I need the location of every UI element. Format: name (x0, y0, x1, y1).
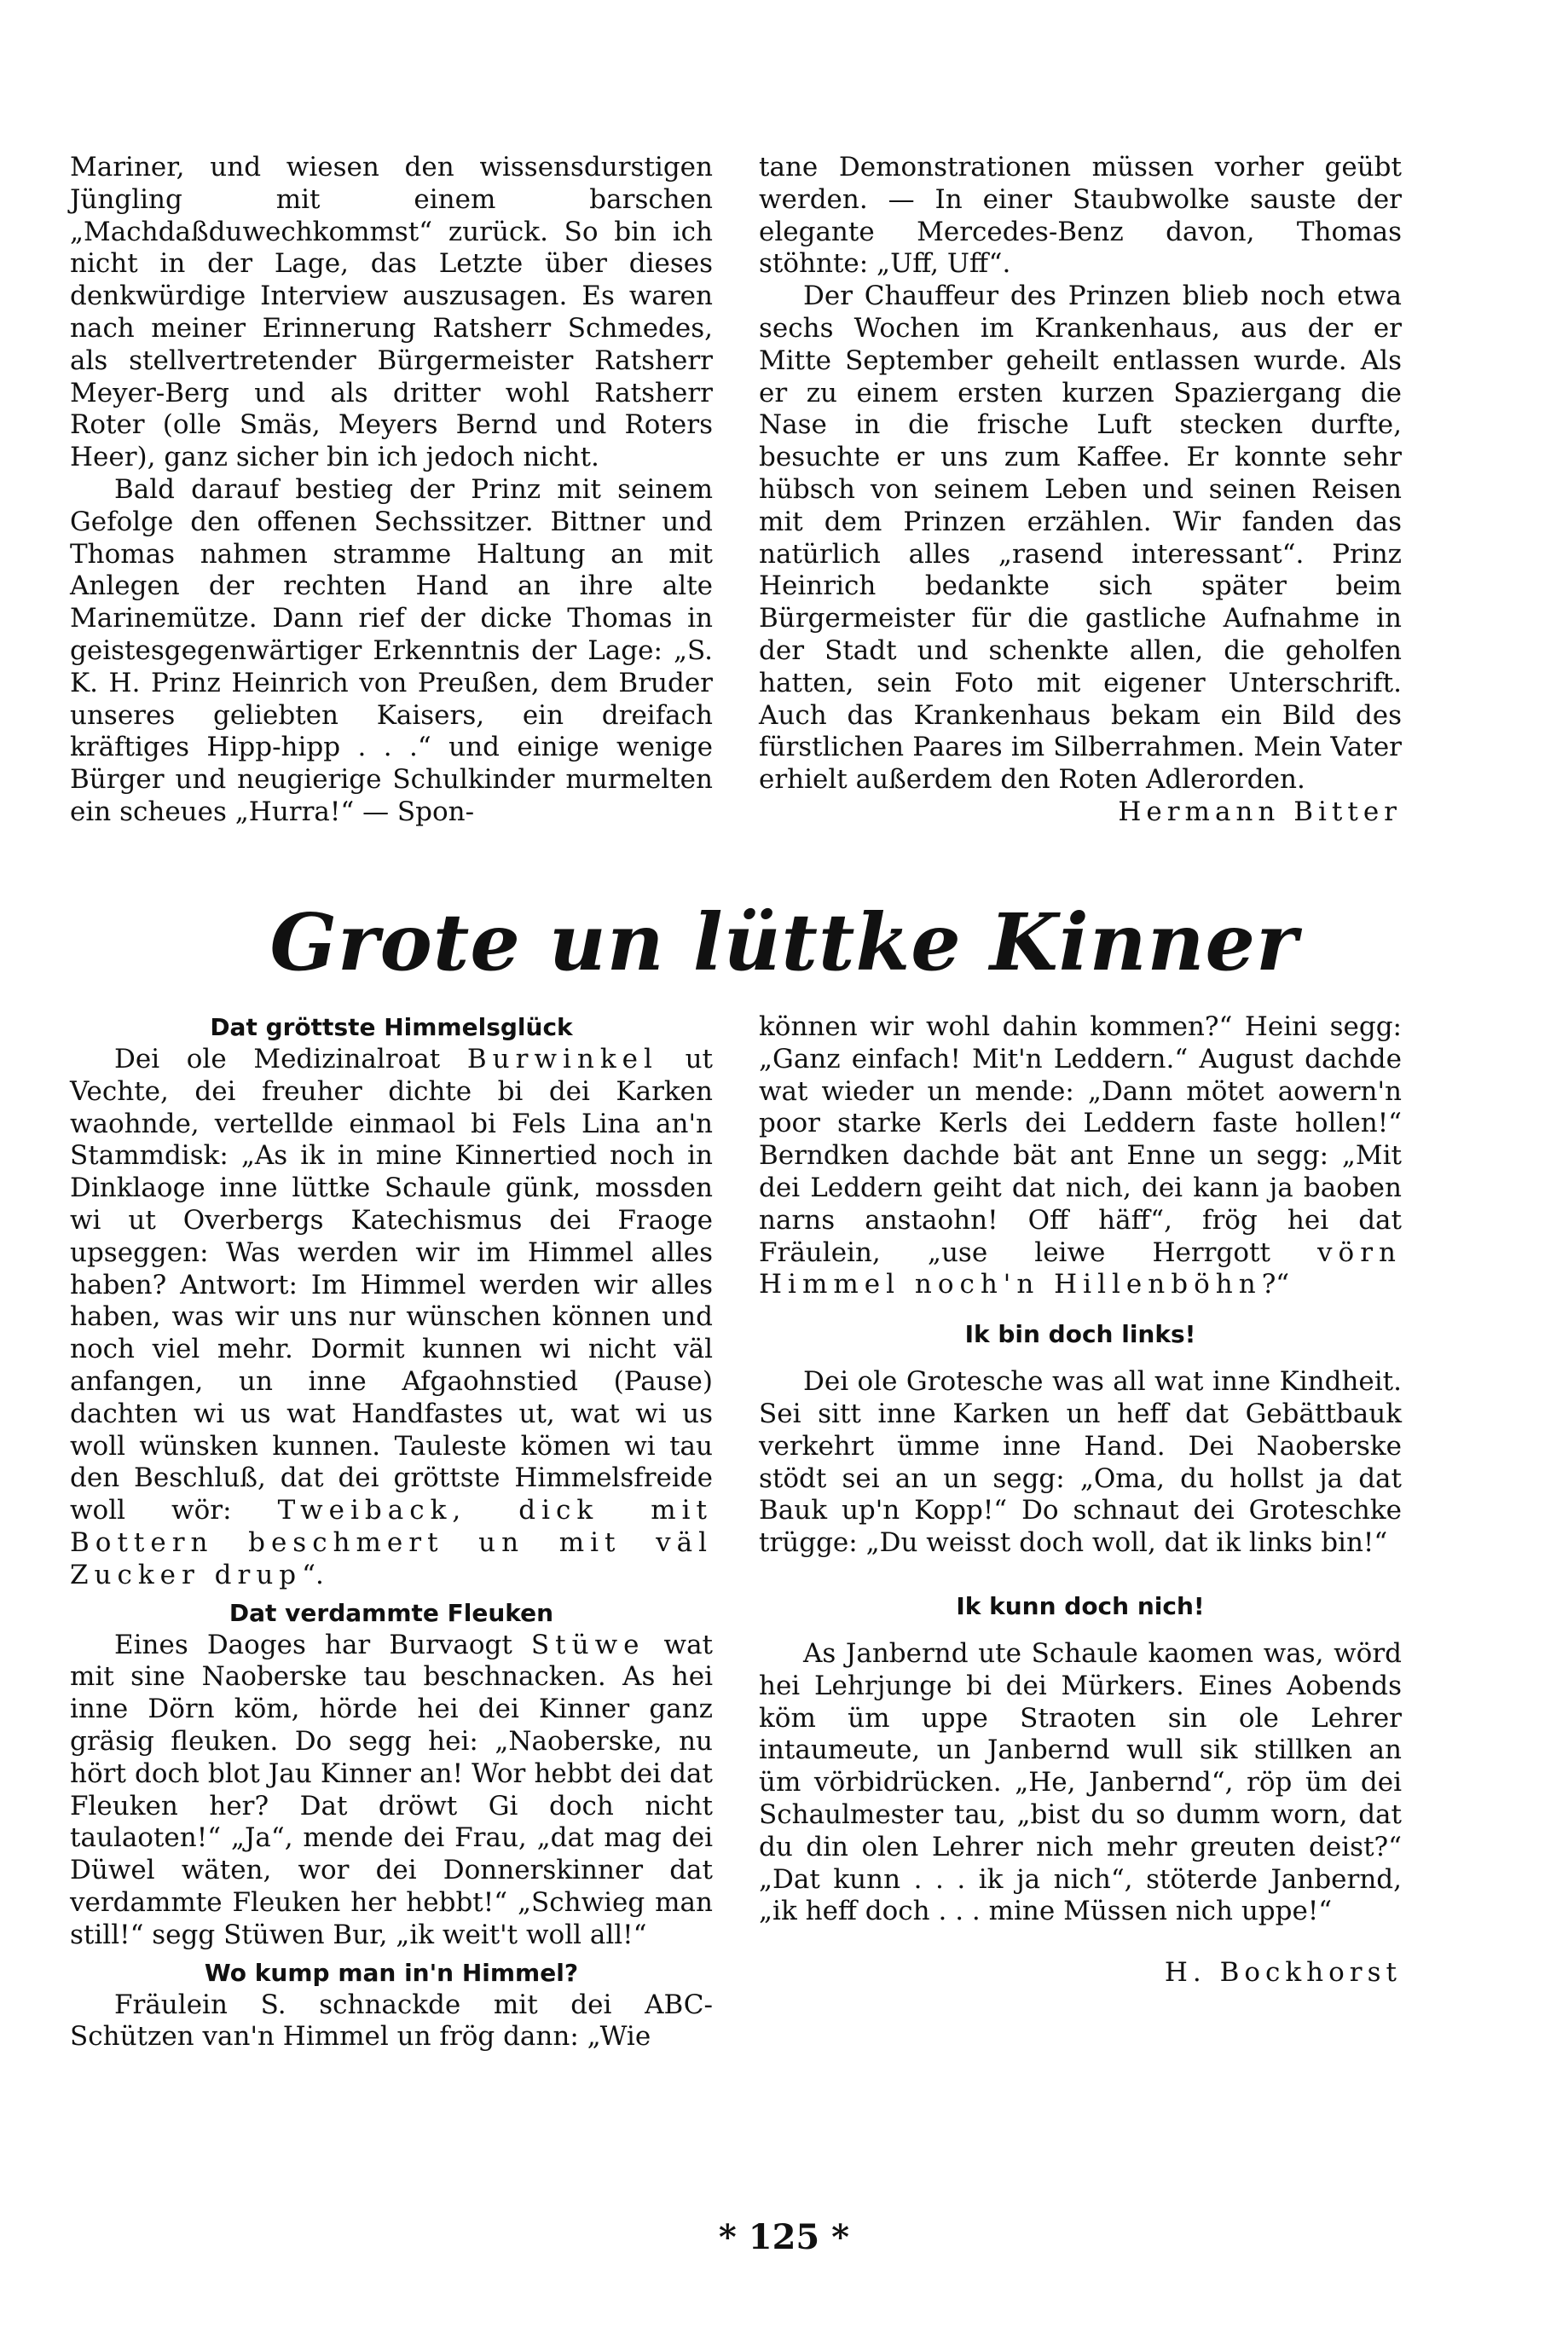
paragraph: Fräulein S. schnackde mit dei ABC-Schützen van'n Himmel un frög dann: „Wie (70, 1989, 713, 2053)
spaced-phrase: Tweiback, dick mit Bottern beschmert un mit väl Zucker drup (70, 1495, 713, 1590)
text-run: wat mit sine Naoberske tau beschnacken. As hei inne Dörn köm, hörde hei dei Kinner ganz gräsig fleuken. Do segg hei: „Naoberske, nu hört doch blot Jau Kinner an! Wor hebbt dei dat Fleuken her? Dat dröwt Gi doch nicht taulaoten!“ „Ja“, mende dei Frau, „dat mag dei Düwel wäten, wor dei Donnerskinner dat verdammte Fleuken her hebbt!“ „Schwieg man still!“ segg Stüwen Bur, „ik weit't woll all!“ (70, 1629, 714, 1950)
author-signature: H. Bockhorst (1164, 1957, 1402, 1989)
section-headline: Grote un lüttke Kinner (269, 896, 1299, 988)
paragraph: Der Chauffeur des Prinzen blieb noch etwa sechs Wochen im Krankenhaus, aus der er Mitte September geheilt entlassen wurde. Als er zu einem ersten kurzen Spaziergang die Nase in die frische Luft stecken durfte, besuchte er uns zum Kaffee. Er konnte sehr hübsch von seinem Leben und seinen Reisen mit dem Prinzen erzählen. Wir fanden das natürlich alles „rasend interessant“. Prinz Heinrich bedankte sich später beim Bürgermeister für die gastliche Aufnahme in der Stadt und schenkte allen, die geholfen hatten, sein Foto mit eigener Unterschrift. Auch das Krankenhaus bekam ein Bild des fürstlichen Paares im Silberrahmen. Mein Vater erhielt außerdem den Roten Adlerorden. (759, 281, 1402, 796)
text-run: Dei ole Medizinalroat (114, 1044, 467, 1074)
author-signature: Hermann Bitter (1118, 796, 1402, 827)
paragraph: tane Demonstrationen müssen vorher geübt werden. — In einer Staubwolke sauste der elegante Mercedes-Benz davon, Thomas stöhnte: „Uff, Uff“. (759, 152, 1402, 280)
paragraph: Mariner, und wiesen den wissensdurstigen Jüngling mit einem barschen „Machdaßduwechkommst“ zurück. So bin ich nicht in der Lage, das Letzte über dieses denkwürdige Interview auszusagen. Es waren nach meiner Erinnerung Ratsherr Schmedes, als stellvertretender Bürgermeister Ratsherr Meyer-Berg und als dritter wohl Ratsherr Roter (olle Smäs, Meyers Bernd und Roters Heer), ganz sicher bin ich jedoch nicht. (70, 152, 713, 473)
anecdote-heading: Ik kunn doch nich! (956, 1591, 1205, 1620)
paragraph: Bald darauf bestieg der Prinz mit seinem Gefolge den offenen Sechssitzer. Bittner und Thomas nahmen stramme Haltung an mit Anlegen der rechten Hand an ihre alte Marinemütze. Dann rief der dicke Thomas in geistesgegenwärtiger Erkenntnis der Lage: „S. K. H. Prinz Heinrich von Preußen, dem Bruder unseres geliebten Kaisers, ein dreifach kräftiges Hipp-hipp . . .“ und einige wenige Bürger und neugierige Schulkinder murmelten ein scheues „Hurra!“ — Spon- (70, 473, 713, 827)
text-run: ?“ (1261, 1269, 1290, 1300)
text-run: ut Vechte, dei freuher dichte bi dei Karken waohnde, vertellde einmaol bi Fels Lina an'n Stammdisk: „As ik in mine Kinnertied noch in Dinklaoge inne lüttke Schaule günk, mossden wi ut Overbergs Katechismus dei Fraoge upseggen: Was werden wir im Himmel alles haben? Antwort: Im Himmel werden wir alles haben, was wir uns nur wünschen können und noch viel mehr. Dormit kunnen wi nicht väl anfangen, un inne Afgaohnstied (Pause) dachten wi us wat Handfastes ut, wat wi us woll wünsken kunnen. Tauleste kömen wi tau den Beschluß, dat dei gröttste Himmelsfreide woll wör: (70, 1044, 713, 1526)
page-number: * 125 * (718, 2217, 850, 2257)
upper-article-right-column (759, 152, 1402, 829)
upper-article-left-column (70, 152, 713, 829)
anecdote-heading: Dat verdammte Fleuken (229, 1598, 554, 1627)
anecdotes-right-column (759, 1011, 1402, 1989)
anecdote-heading: Dat gröttste Himmelsglück (210, 1013, 573, 1041)
anecdote-heading: Wo kump man in'n Himmel? (204, 1958, 579, 1987)
spaced-name: Burwinkel (466, 1044, 658, 1074)
paragraph (70, 1630, 713, 1952)
anecdotes-left-column (70, 1011, 713, 2053)
paragraph: Dei ole Grotesche was all wat inne Kindheit. Sei sitt inne Karken un heff dat Gebättbauk verkehrt ümme inne Hand. Dei Naoberske stödt sei an un segg: „Oma, du hollst ja dat Bauk up'n Kopp!“ Do schnaut dei Groteschke trügge: „Du weisst doch woll, dat ik links bin!“ (759, 1366, 1402, 1559)
text-run: können wir wohl dahin kommen?“ Heini segg: „Ganz einfach! Mit'n Leddern.“ August dachde wat wieder un mende: „Dann mötet aowern'n poor starke Kerls dei Leddern faste hollen!“ Berndken dachde bät ant Enne un segg: „Mit dei Leddern geiht dat nich, dei kann ja baoben narns anstaohn! Off häff“, frög hei dat Fräulein, „use leiwe Herrgott (759, 1011, 1402, 1268)
paragraph (70, 1044, 713, 1592)
paragraph: As Janbernd ute Schaule kaomen was, wörd hei Lehrjunge bi dei Mürkers. Eines Aobends köm üm uppe Straoten sin ole Lehrer intaumeute, un Janbernd wull sik stillken an üm vörbidrücken. „He, Janbernd“, röp üm dei Schaulmester tau, „bist du so dumm worn, dat du din olen Lehrer nich mehr greuten deist?“ „Dat kunn . . . ik ja nich“, stöterde Janbernd, „ik heff doch . . . mine Müssen nich uppe!“ (759, 1637, 1402, 1927)
anecdote-heading: Ik bin doch links! (964, 1320, 1196, 1349)
text-run: “. (302, 1559, 324, 1590)
spaced-name: Stüwe (530, 1629, 645, 1660)
paragraph (759, 1011, 1402, 1301)
text-run: Eines Daoges har Burvaogt (114, 1629, 531, 1660)
spaced-phrase: vörn Himmel noch'n Hillenböhn (759, 1236, 1402, 1300)
